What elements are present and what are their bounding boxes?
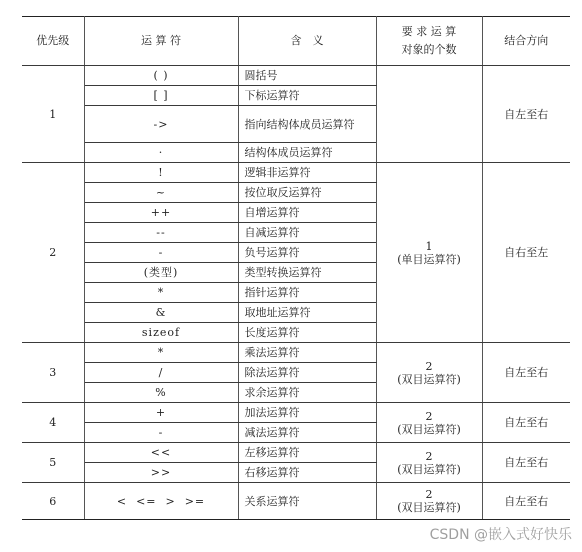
header-row [22, 17, 570, 66]
operand-count-cell: 1 (单目运算符) [376, 163, 482, 343]
meaning-cell: 左移运算符 [238, 443, 376, 463]
meaning-cell: 乘法运算符 [238, 343, 376, 363]
meaning-cell: 指针运算符 [238, 283, 376, 303]
header-operator: 运 算 符 [84, 17, 238, 66]
operator-precedence-table [22, 16, 570, 520]
operand-count-cell [376, 66, 482, 163]
meaning-cell: 自减运算符 [238, 223, 376, 243]
table-header [22, 17, 570, 66]
priority-cell: 1 [22, 66, 84, 163]
operator-cell: * [84, 343, 238, 363]
operand-count-cell: 2 (双目运算符) [376, 343, 482, 403]
priority-cell: 3 [22, 343, 84, 403]
operator-cell: / [84, 363, 238, 383]
associativity-cell: 自左至右 [482, 443, 570, 483]
meaning-cell: 指向结构体成员运算符 [238, 106, 376, 143]
table-body [22, 66, 570, 520]
associativity-cell: 自左至右 [482, 66, 570, 163]
operator-cell: * [84, 283, 238, 303]
meaning-cell: 减法运算符 [238, 423, 376, 443]
meaning-cell: 加法运算符 [238, 403, 376, 423]
meaning-cell: 长度运算符 [238, 323, 376, 343]
meaning-cell: 下标运算符 [238, 86, 376, 106]
meaning-cell: 自增运算符 [238, 203, 376, 223]
operator-cell: -> [84, 106, 238, 143]
header-associativity: 结合方向 [482, 17, 570, 66]
operator-cell: + [84, 403, 238, 423]
meaning-cell: 按位取反运算符 [238, 183, 376, 203]
operand-count-cell: 2 (双目运算符) [376, 403, 482, 443]
priority-cell: 4 [22, 403, 84, 443]
operator-cell: ++ [84, 203, 238, 223]
meaning-cell: 逻辑非运算符 [238, 163, 376, 183]
table-row [22, 443, 570, 463]
operand-count-cell: 2 (双目运算符) [376, 483, 482, 520]
meaning-cell: 结构体成员运算符 [238, 143, 376, 163]
operator-cell: (类型) [84, 263, 238, 283]
operator-cell: % [84, 383, 238, 403]
operator-cell: ~ [84, 183, 238, 203]
operator-cell: -- [84, 223, 238, 243]
associativity-cell: 自左至右 [482, 403, 570, 443]
header-meaning: 含 义 [238, 17, 376, 66]
operator-cell: - [84, 243, 238, 263]
header-operand-count: 要 求 运 算 对象的个数 [376, 17, 482, 66]
associativity-cell: 自右至左 [482, 163, 570, 343]
operator-cell: sizeof [84, 323, 238, 343]
table-row [22, 66, 570, 86]
associativity-cell: 自左至右 [482, 483, 570, 520]
associativity-cell: 自左至右 [482, 343, 570, 403]
meaning-cell: 圆括号 [238, 66, 376, 86]
priority-cell: 2 [22, 163, 84, 343]
table-row [22, 403, 570, 423]
csdn-watermark: CSDN @嵌入式好快乐 [429, 527, 572, 543]
operand-count-cell: 2 (双目运算符) [376, 443, 482, 483]
operator-cell: < <= > >= [84, 483, 238, 520]
table-row [22, 483, 570, 520]
operator-cell: ! [84, 163, 238, 183]
meaning-cell: 负号运算符 [238, 243, 376, 263]
meaning-cell: 右移运算符 [238, 463, 376, 483]
header-priority: 优先级 [22, 17, 84, 66]
operator-cell: & [84, 303, 238, 323]
priority-cell: 5 [22, 443, 84, 483]
table-row [22, 343, 570, 363]
meaning-cell: 关系运算符 [238, 483, 376, 520]
operator-cell: ( ) [84, 66, 238, 86]
table-row [22, 163, 570, 183]
meaning-cell: 类型转换运算符 [238, 263, 376, 283]
priority-cell: 6 [22, 483, 84, 520]
operator-cell: >> [84, 463, 238, 483]
operator-cell: [ ] [84, 86, 238, 106]
operator-cell: - [84, 423, 238, 443]
operator-cell: << [84, 443, 238, 463]
meaning-cell: 取地址运算符 [238, 303, 376, 323]
meaning-cell: 除法运算符 [238, 363, 376, 383]
meaning-cell: 求余运算符 [238, 383, 376, 403]
operator-cell: · [84, 143, 238, 163]
